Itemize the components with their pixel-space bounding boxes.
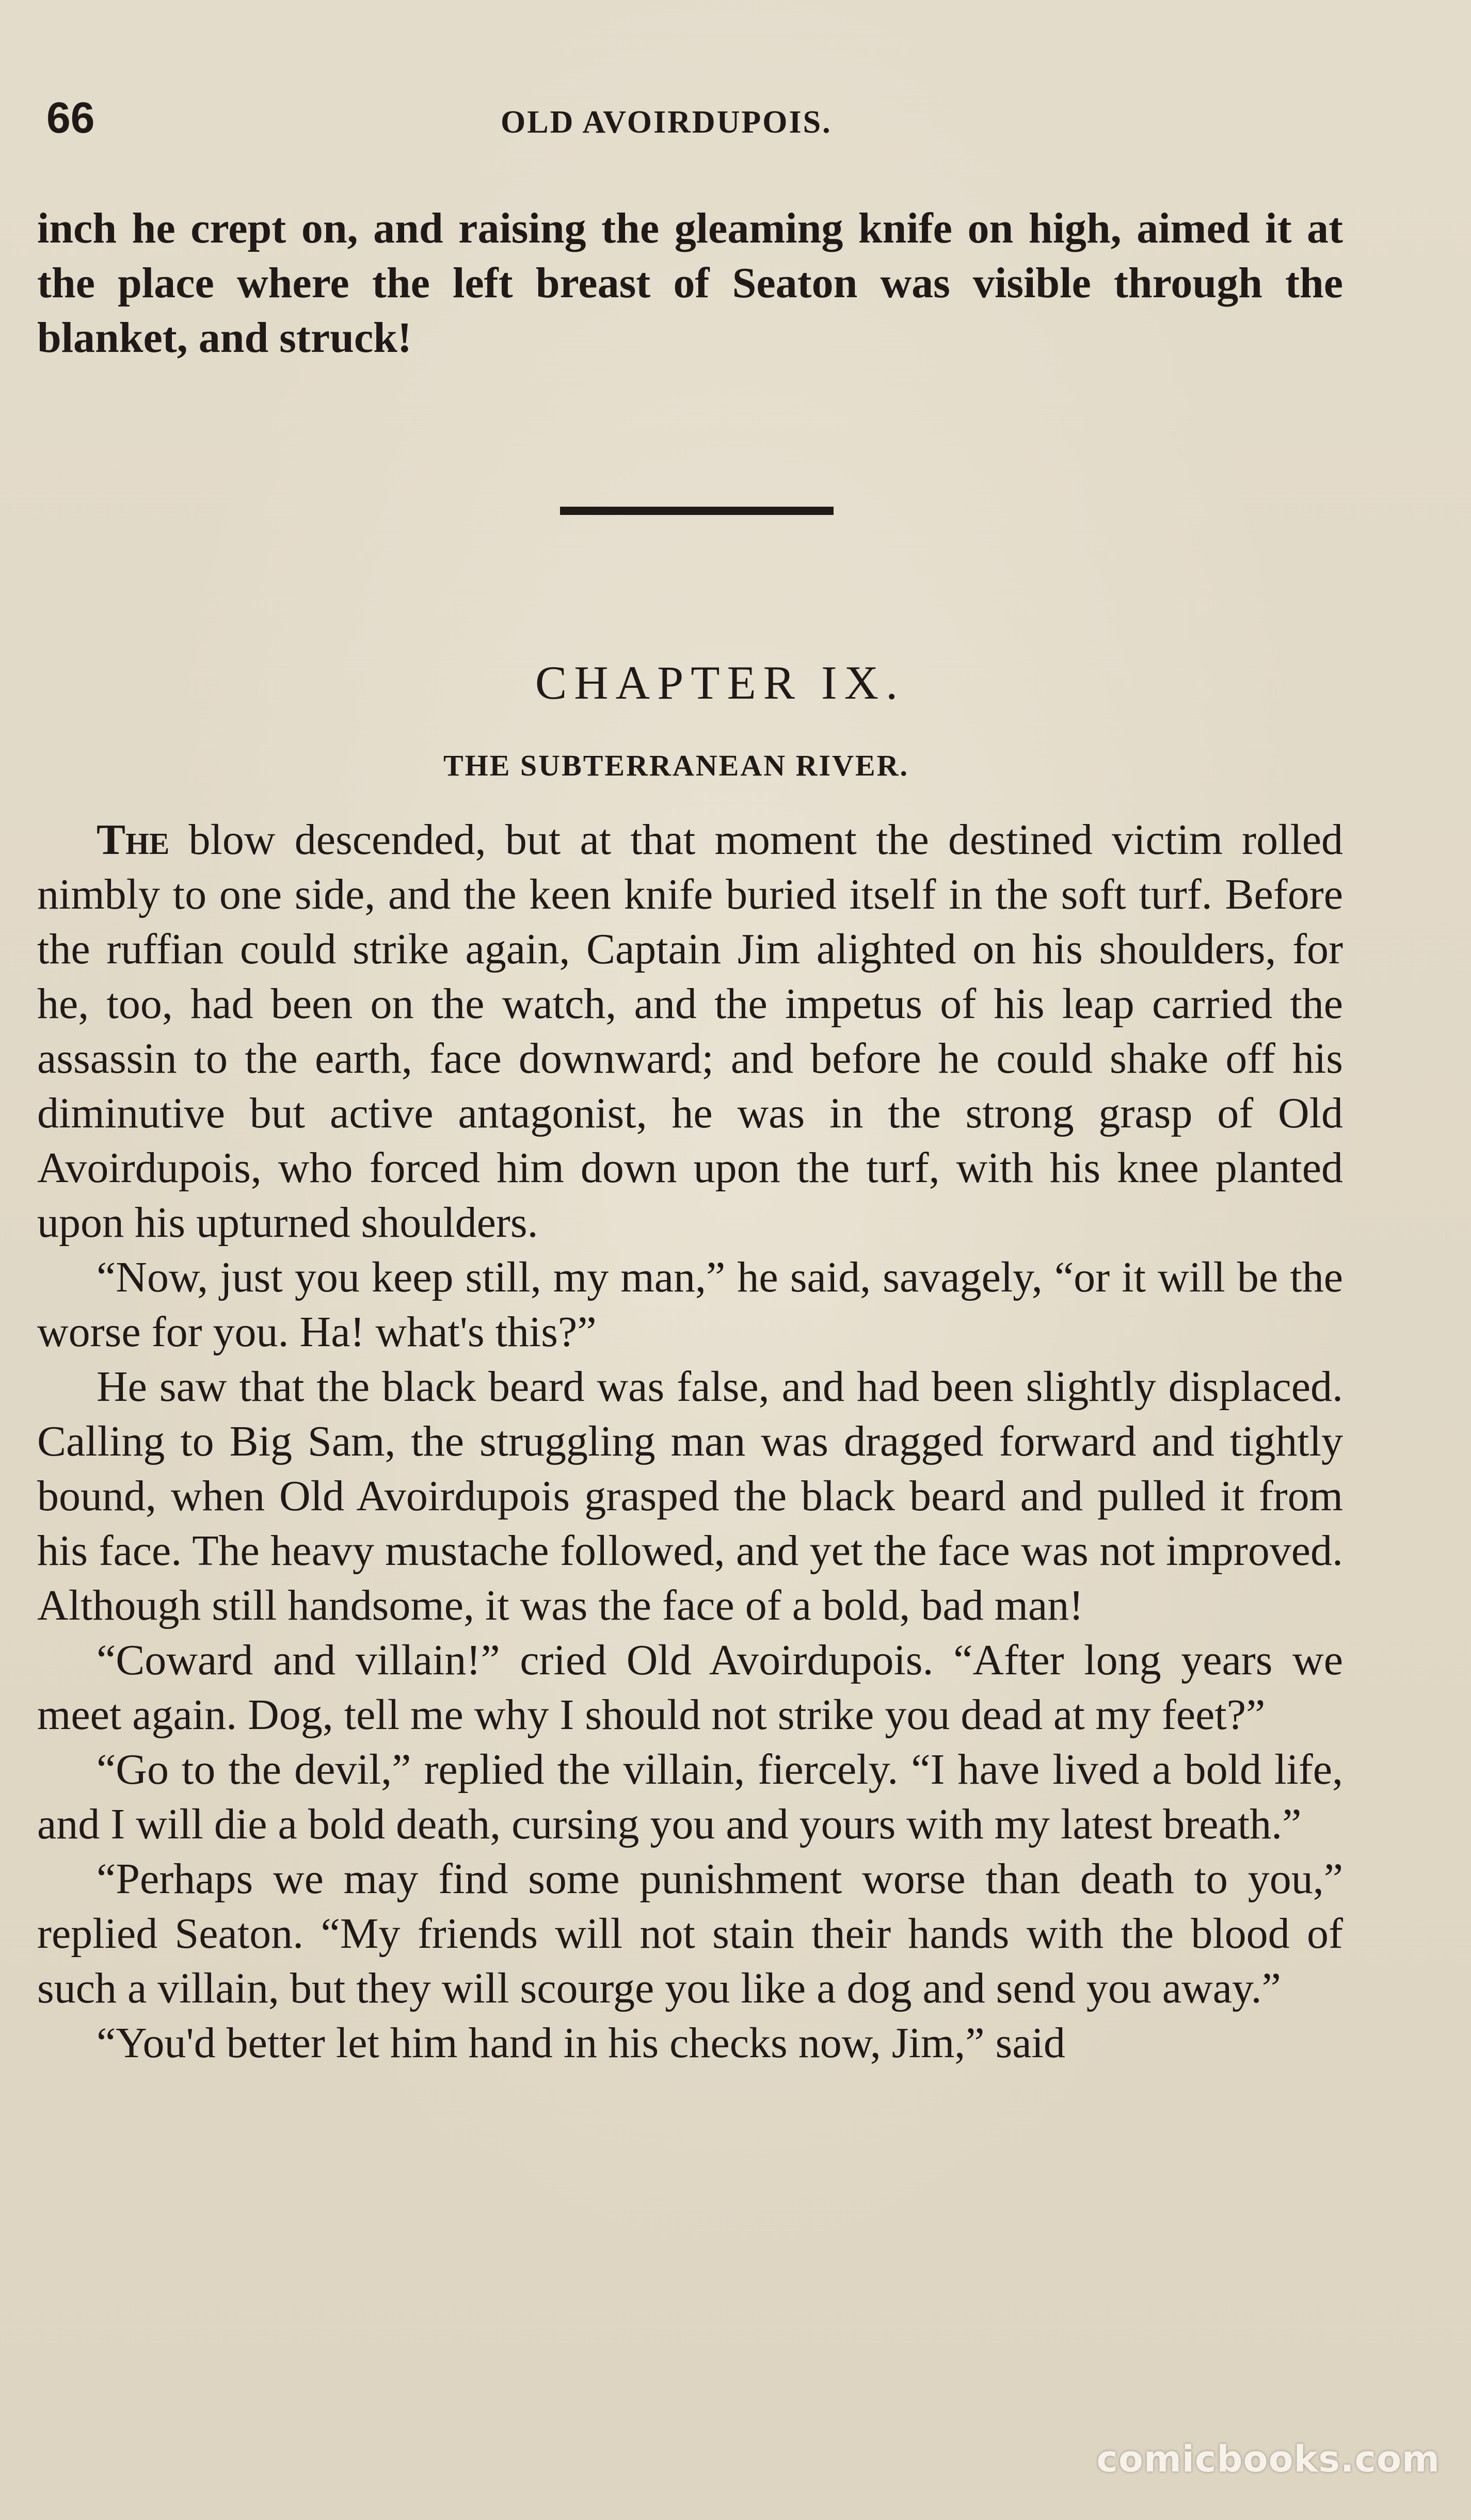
section-divider-rule — [560, 507, 834, 515]
page-header — [46, 93, 1388, 144]
chapter-heading: CHAPTER IX. — [535, 656, 905, 709]
page-number: 66 — [46, 93, 95, 142]
paragraph-1-lead-word: The — [97, 816, 170, 864]
opening-paragraph-block — [37, 201, 1343, 365]
paragraph-4: “Coward and villain!” cried Old Avoirdupois. “After long years we meet again. Dog, tell me why I should not strike you dead at my feet?” — [37, 1636, 1343, 1739]
paragraph-1-text: blow descended, but at that moment the destined victim rolled nimbly to one side, and the keen knife buried itself in the soft turf. Before the ruffian could strike again, Captain Jim alighted on his shoulders, for he, too, had been on the watch, and the impetus of his leap carried the assassin to the earth, face downward; and before he could shake off his diminutive but active antagonist, he was in the strong grasp of Old Avoirdupois, who forced him down upon the turf, with his knee planted upon his upturned shoulders. — [37, 816, 1343, 1247]
paragraph-7: “You'd better let him hand in his checks now, Jim,” said — [97, 2019, 1065, 2067]
running-title: OLD AVOIRDUPOIS. — [501, 105, 832, 140]
paragraph-6: “Perhaps we may find some punishment worse than death to you,” replied Seaton. “My friends will not stain their hands with the blood of such a villain, but they will scourge you like a dog and send you away.” — [37, 1855, 1343, 2012]
paragraph-5: “Go to the devil,” replied the villain, fiercely. “I have lived a bold life, and I will die a bold death, cursing you and yours with my latest breath.” — [37, 1746, 1343, 1848]
paragraph-2: “Now, just you keep still, my man,” he said, savagely, “or it will be the worse for you. Ha! what's this?” — [37, 1253, 1343, 1356]
paragraph-3: He saw that the black beard was false, and had been slightly displaced. Calling to Big Sam, the struggling man was dragged forward and tightly bound, when Old Avoirdupois grasped the black beard and pulled it from his face. The heavy mustache followed, and yet the face was not improved. Although still handsome, it was the face of a bold, bad man! — [37, 1363, 1343, 1629]
watermark: comicbooks.com — [1096, 2438, 1440, 2480]
chapter-body — [37, 813, 1343, 2071]
chapter-subtitle: THE SUBTERRANEAN RIVER. — [443, 749, 909, 782]
paragraph-1 — [37, 813, 1343, 1250]
opening-paragraph: inch he crept on, and raising the gleaming knife on high, aimed it at the place where the left breast of Seaton was visible through the blanket, and struck! — [37, 204, 1343, 362]
